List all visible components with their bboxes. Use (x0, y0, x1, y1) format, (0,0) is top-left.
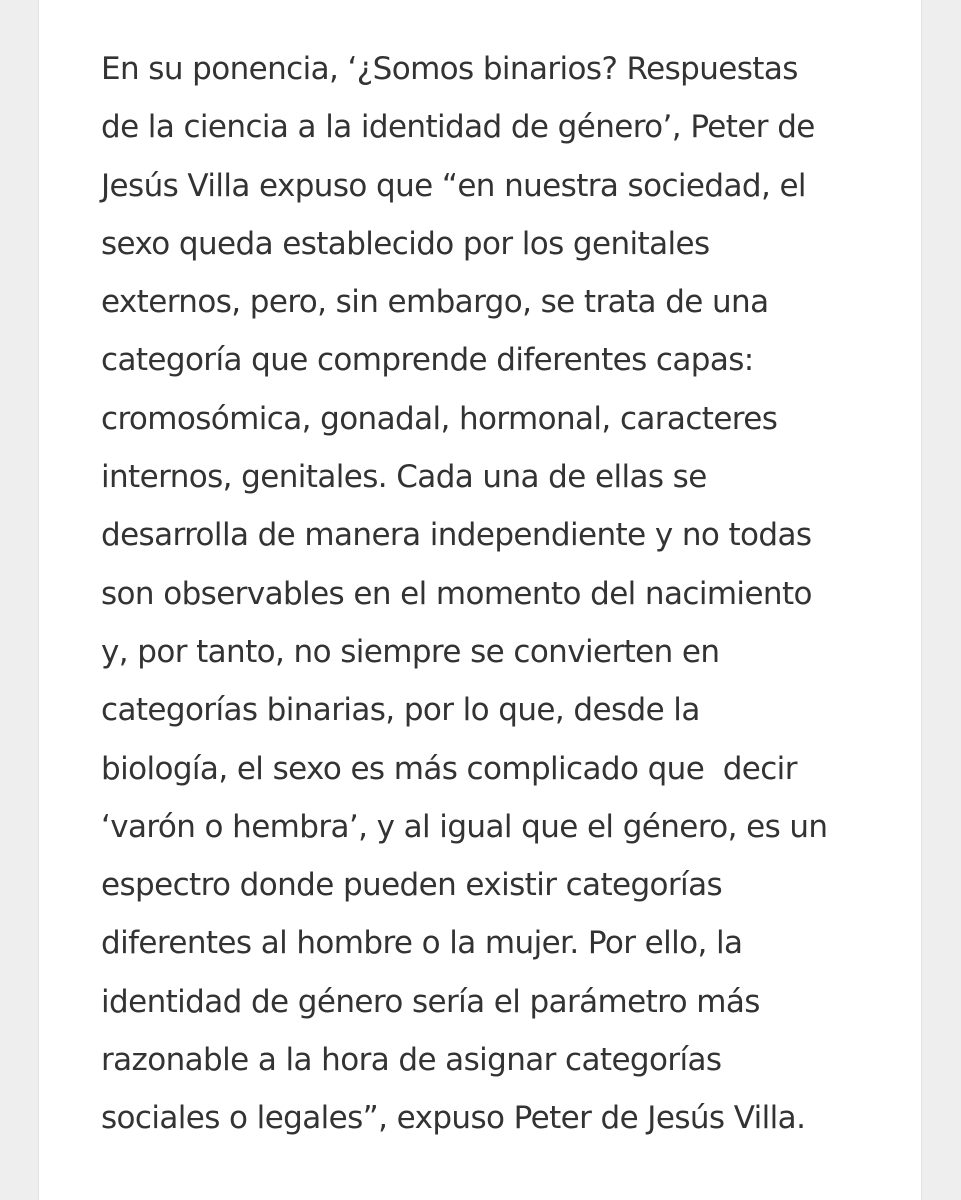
paragraph-line: categoría que comprende diferentes capas: (101, 342, 754, 379)
paragraph-line: En su ponencia, ‘¿Somos binarios? Respuestas (101, 51, 798, 87)
paragraph-line: biología, el sexo es más complicado que decir (101, 750, 797, 787)
article-paragraph (101, 40, 901, 1148)
paragraph-line: Jesús Villa expuso que “en nuestra sociedad, el (101, 167, 806, 204)
paragraph-line: espectro donde pueden existir categorías (101, 867, 723, 904)
paragraph-line: ‘varón o hembra’, y al igual que el género, es un (101, 808, 828, 845)
paragraph-line: internos, genitales. Cada una de ellas se (101, 459, 707, 496)
paragraph-line: de la ciencia a la identidad de género’, Peter de (101, 109, 815, 146)
paragraph-line: externos, pero, sin embargo, se trata de una (101, 284, 769, 321)
paragraph-line: categorías binarias, por lo que, desde la (101, 692, 700, 729)
paragraph-line: razonable a la hora de asignar categorías (101, 1042, 722, 1079)
paragraph-line: sexo queda establecido por los genitales (101, 225, 710, 262)
paragraph-line: diferentes al hombre o la mujer. Por ello, la (101, 925, 743, 962)
paragraph-line: identidad de género sería el parámetro más (101, 983, 760, 1020)
paragraph-line: sociales o legales”, expuso Peter de Jesús Villa. (101, 1100, 806, 1137)
paragraph-line: son observables en el momento del nacimiento (101, 575, 812, 612)
paragraph-line: y, por tanto, no siempre se convierten en (101, 633, 720, 670)
paragraph-line: cromosómica, gonadal, hormonal, caracteres (101, 400, 778, 437)
article-page (38, 0, 922, 1200)
paragraph-line: desarrolla de manera independiente y no todas (101, 517, 812, 554)
